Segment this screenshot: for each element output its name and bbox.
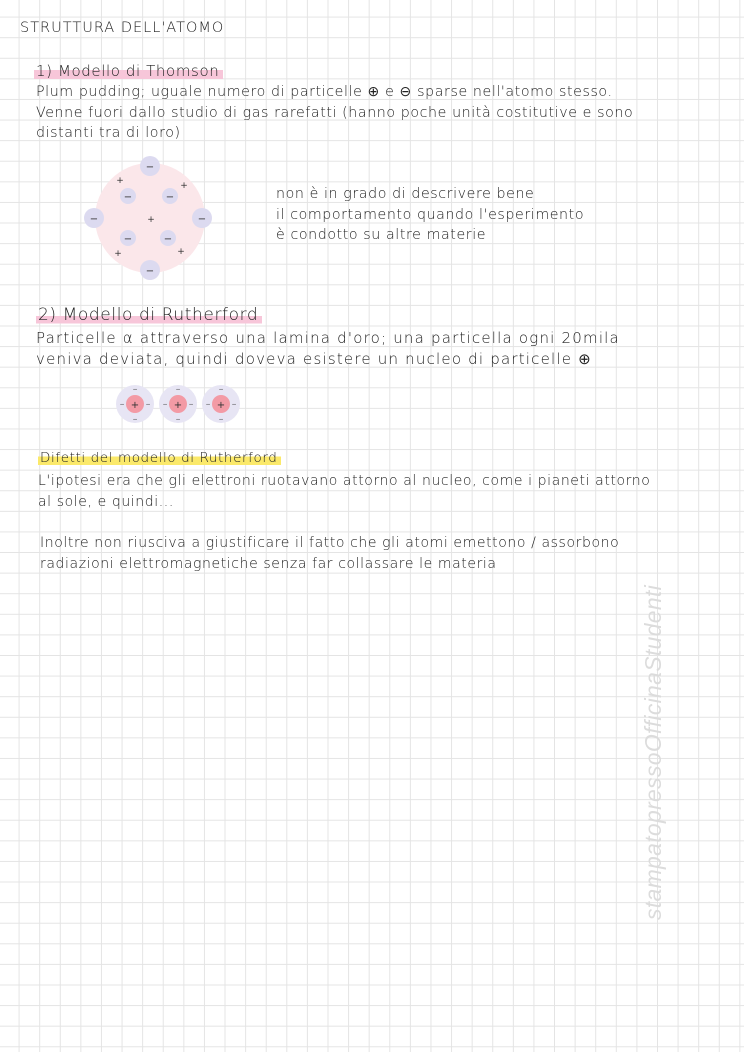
thomson-note (276, 184, 584, 246)
orbit-electron-sign: − (132, 386, 138, 393)
orbit-electron-sign: − (132, 416, 138, 423)
rutherford-paragraph (36, 328, 620, 370)
note-line: non è in grado di descrivere bene (276, 186, 535, 202)
difetti-paragraph-2 (40, 533, 619, 574)
nucleus-sign: + (173, 400, 183, 411)
watermark: stampatopressoOfficinaStudenti (640, 584, 666, 920)
difetti-heading-text: Difetti del modello di Rutherford (38, 450, 281, 466)
orbit-electron-sign: − (175, 416, 181, 423)
rutherford-heading-text: 2) Modello di Rutherford (36, 305, 262, 325)
thomson-line: Venne fuori dallo studio di gas rarefatti (hanno poche unità costitutive e sono (36, 104, 634, 121)
electron-sign: − (165, 192, 175, 203)
electron-sign: − (163, 234, 173, 245)
positive-sign: + (114, 249, 122, 259)
note-line: il comportamento quando l'esperimento (276, 206, 585, 223)
difetti-heading (38, 450, 281, 466)
electron-sign: − (197, 214, 207, 225)
positive-sign: + (180, 181, 188, 191)
note-line: è condotto su altre materie (276, 227, 487, 243)
rutherford-atoms-diagram (114, 383, 244, 425)
positive-sign: + (116, 176, 124, 186)
orbit-electron-sign: − (188, 401, 194, 408)
orbit-electron-sign: − (231, 401, 237, 408)
electron-sign: − (123, 234, 133, 245)
orbit-electron-sign: − (145, 401, 151, 408)
difetti-line: radiazioni elettromagnetiche senza far collassare le materia (40, 555, 497, 572)
difetti-line: L'ipotesi era che gli elettroni ruotavano attorno al nucleo, come i pianeti attorno (38, 473, 651, 489)
thomson-heading-text: 1) Modello di Thomson (34, 62, 223, 80)
nucleus-sign: + (130, 400, 140, 411)
electron-sign: − (145, 266, 155, 277)
thomson-atom-diagram (80, 152, 214, 280)
difetti-line: al sole, e quindi... (38, 493, 174, 510)
thomson-heading (34, 62, 223, 80)
electron-sign: − (123, 192, 133, 203)
positive-sign: + (177, 247, 185, 257)
page-title: STRUTTURA DELL'ATOMO (20, 20, 225, 36)
rutherford-line: veniva deviata, quindi doveva esistere un nucleo di particelle ⊕ (36, 350, 592, 368)
difetti-paragraph (38, 471, 650, 512)
orbit-electron-sign: − (218, 386, 224, 393)
difetti-line: Inoltre non riusciva a giustificare il fatto che gli atomi emettono / assorbono (40, 535, 620, 551)
nucleus-sign: + (216, 400, 226, 411)
thomson-line: distanti tra di loro) (36, 125, 181, 141)
rutherford-line: Particelle α attraverso una lamina d'oro; una particella ogni 20mila (36, 329, 620, 347)
thomson-line: Plum pudding; uguale numero di particelle ⊕ e ⊖ sparse nell'atomo stesso. (36, 84, 613, 100)
orbit-electron-sign: − (205, 401, 211, 408)
orbit-electron-sign: − (162, 401, 168, 408)
positive-sign: + (147, 215, 155, 225)
rutherford-heading (36, 305, 262, 325)
electron-sign: − (145, 162, 155, 173)
thomson-paragraph (36, 82, 633, 144)
orbit-electron-sign: − (218, 416, 224, 423)
orbit-electron-sign: − (119, 401, 125, 408)
electron-sign: − (89, 214, 99, 225)
orbit-electron-sign: − (175, 386, 181, 393)
